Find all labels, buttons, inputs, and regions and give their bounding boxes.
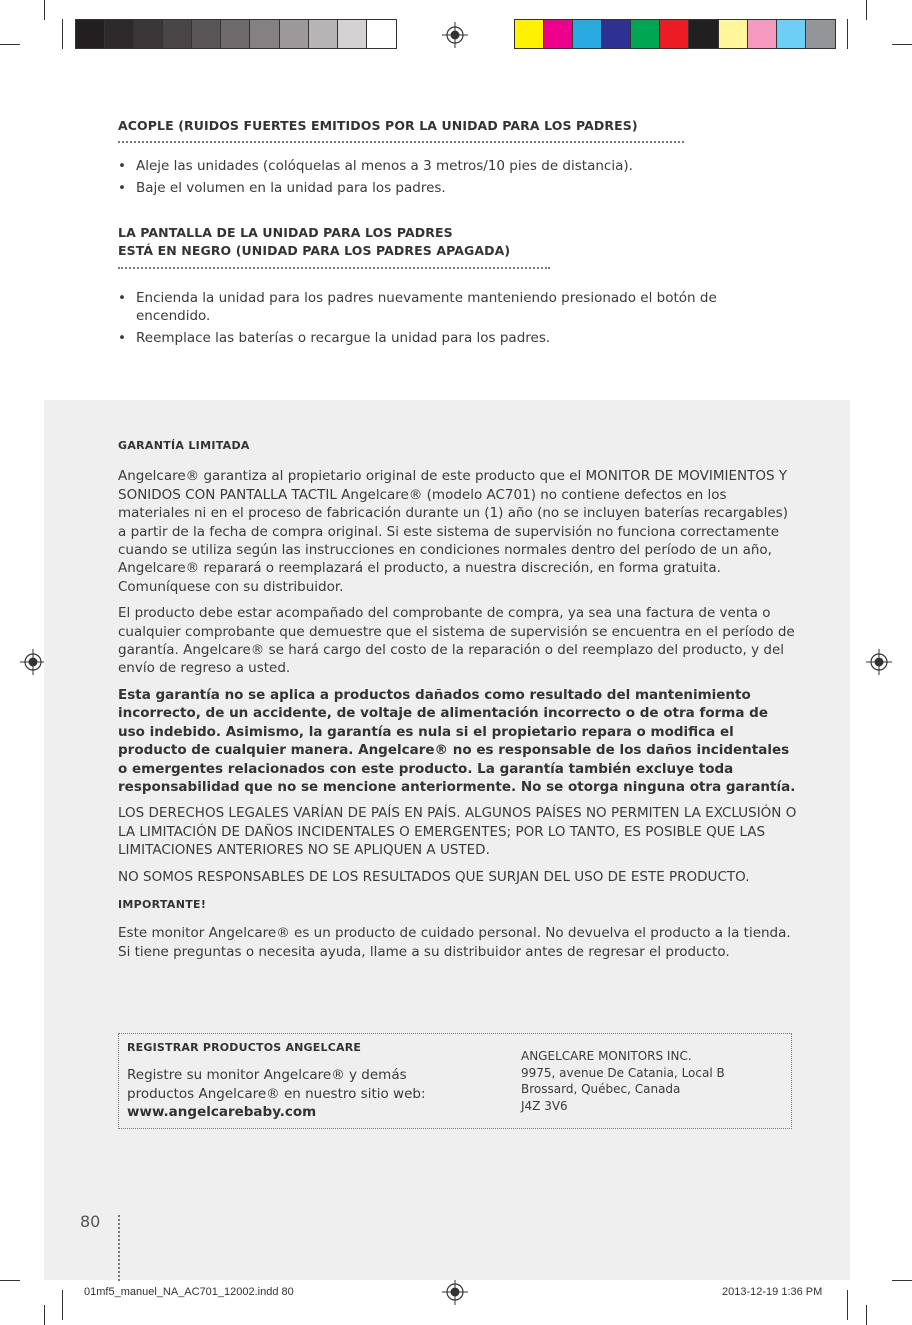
register-text <box>127 1066 467 1122</box>
list-item: • Reemplace las baterías o recargue la unidad para los padres. <box>118 329 758 347</box>
warranty-title: GARANTÍA LIMITADA <box>118 439 250 452</box>
color-swatch <box>689 20 718 48</box>
address-line: J4Z 3V6 <box>521 1098 568 1113</box>
warranty-section <box>118 437 798 969</box>
page-number-divider <box>118 1215 120 1281</box>
address-line: Brossard, Québec, Canada <box>521 1082 681 1096</box>
color-swatch <box>280 20 309 48</box>
section-heading-screen-black <box>118 224 510 260</box>
crop-mark <box>0 1280 20 1281</box>
color-swatch <box>806 20 835 48</box>
crop-mark <box>44 1305 45 1325</box>
crop-mark <box>62 19 63 49</box>
color-swatch <box>660 20 689 48</box>
crop-mark <box>62 1290 63 1320</box>
bullet-list-coupling <box>118 157 758 201</box>
registration-mark-icon <box>442 22 468 48</box>
list-item: • Aleje las unidades (colóquelas al menos a 3 metros/10 pies de distancia). <box>118 157 758 175</box>
important-title: IMPORTANTE! <box>118 897 207 911</box>
company-address <box>521 1048 725 1114</box>
important-paragraph: Este monitor Angelcare® es un producto de cuidado personal. No devuelva el producto a la tienda. Si tiene preguntas o necesita ayuda, llame a su distribuidor antes de regresar el producto. <box>118 925 791 960</box>
registration-mark-icon <box>20 649 46 675</box>
crop-mark <box>847 1290 848 1320</box>
crop-mark <box>0 44 20 45</box>
website-link[interactable]: www.angelcarebaby.com <box>127 1104 317 1120</box>
warranty-paragraph: Angelcare® garantiza al propietario original de este producto que el MONITOR DE MOVIMIENTOS Y SONIDOS CON PANTALLA TACTIL Angelcare® (modelo AC701) no contiene defectos en los materiales ni en el proceso de fabricación durante un (1) año (no se incluyen baterías recargables) a partir de la fecha de compra original. Si este sistema de supervisión no funciona correctamente cuando se utiliza según las instrucciones en condiciones normales dentro del período de un año, Angelcare® reparará o reemplazará el producto, a nuestra discreción, en forma gratuita. Comuníquese con su distribuidor. <box>118 468 788 595</box>
color-swatch <box>221 20 250 48</box>
crop-mark <box>44 0 45 20</box>
crop-mark <box>847 19 848 49</box>
list-item: • Encienda la unidad para los padres nuevamente manteniendo presionado el botón de encendido. <box>118 289 758 325</box>
crop-mark <box>866 0 867 20</box>
color-swatch <box>573 20 602 48</box>
color-swatch <box>602 20 631 48</box>
process-color-bar <box>514 19 836 49</box>
color-swatch <box>777 20 806 48</box>
address-line: ANGELCARE MONITORS INC. <box>521 1049 692 1063</box>
color-swatch <box>515 20 544 48</box>
footer-timestamp: 2013-12-19 1:36 PM <box>722 1286 823 1298</box>
crop-mark <box>866 1305 867 1325</box>
crop-mark <box>892 1280 912 1281</box>
color-swatch <box>309 20 338 48</box>
warranty-paragraph: El producto debe estar acompañado del comprobante de compra, ya sea una factura de venta o cualquier comprobante que demuestre que el sistema de supervisión se encuentra en el período de garantía. Angelcare® se hará cargo del costo de la reparación o del reemplazo del producto, y del envío de regreso a usted. <box>118 605 795 677</box>
registration-mark-icon <box>442 1279 468 1305</box>
page-number: 80 <box>80 1212 101 1231</box>
list-item: • Baje el volumen en la unidad para los padres. <box>118 179 758 197</box>
heading-line: LA PANTALLA DE LA UNIDAD PARA LOS PADRES <box>118 225 453 240</box>
color-swatch <box>338 20 367 48</box>
color-swatch <box>631 20 660 48</box>
legal-rights-paragraph: LOS DERECHOS LEGALES VARÍAN DE PAÍS EN PAÍS. ALGUNOS PAÍSES NO PERMITEN LA EXCLUSIÓN O LA LIMITACIÓN DE DAÑOS INCIDENTALES O EMERGENTES; POR LO TANTO, ES POSIBLE QUE LAS LIMITACIONES ANTERIORES NO SE APLIQUEN A USTED. <box>118 805 797 859</box>
dotted-divider <box>118 141 684 143</box>
warranty-exclusions: Esta garantía no se aplica a productos dañados como resultado del mantenimiento incorrecto, de un accidente, de voltaje de alimentación incorrecto o de otra forma de uso indebido. Asimismo, la garantía es nula si el propietario repara o modifica el producto de cualquier manera. Angelcare® no es responsable de los daños incidentales o emergentes relacionados con este producto. La garantía también excluye toda responsabilidad que no se mencione anteriormente. No se otorga ninguna otra garantía. <box>118 686 796 795</box>
registration-mark-icon <box>866 649 892 675</box>
register-description: Registre su monitor Angelcare® y demás productos Angelcare® en nuestro sitio web: <box>127 1067 426 1102</box>
address-line: 9975, avenue De Catania, Local B <box>521 1065 725 1080</box>
color-swatch <box>250 20 279 48</box>
color-swatch <box>367 20 396 48</box>
color-swatch <box>163 20 192 48</box>
color-swatch <box>544 20 573 48</box>
register-products-box <box>118 1033 792 1129</box>
section-heading-coupling: ACOPLE (RUIDOS FUERTES EMITIDOS POR LA UNIDAD PARA LOS PADRES) <box>118 118 638 133</box>
bullet-list-screen-black <box>118 289 758 351</box>
color-swatch <box>748 20 777 48</box>
color-swatch <box>134 20 163 48</box>
heading-line: ESTÁ EN NEGRO (UNIDAD PARA LOS PADRES APAGADA) <box>118 243 511 258</box>
register-title: REGISTRAR PRODUCTOS ANGELCARE <box>127 1041 362 1054</box>
crop-mark <box>892 44 912 45</box>
color-swatch <box>192 20 221 48</box>
color-swatch <box>76 20 105 48</box>
liability-paragraph: NO SOMOS RESPONSABLES DE LOS RESULTADOS QUE SURJAN DEL USO DE ESTE PRODUCTO. <box>118 868 750 885</box>
grayscale-color-bar <box>75 19 397 49</box>
color-swatch <box>105 20 134 48</box>
footer-filename: 01mf5_manuel_NA_AC701_12002.indd 80 <box>84 1286 294 1298</box>
dotted-divider <box>118 267 550 269</box>
color-swatch <box>719 20 748 48</box>
